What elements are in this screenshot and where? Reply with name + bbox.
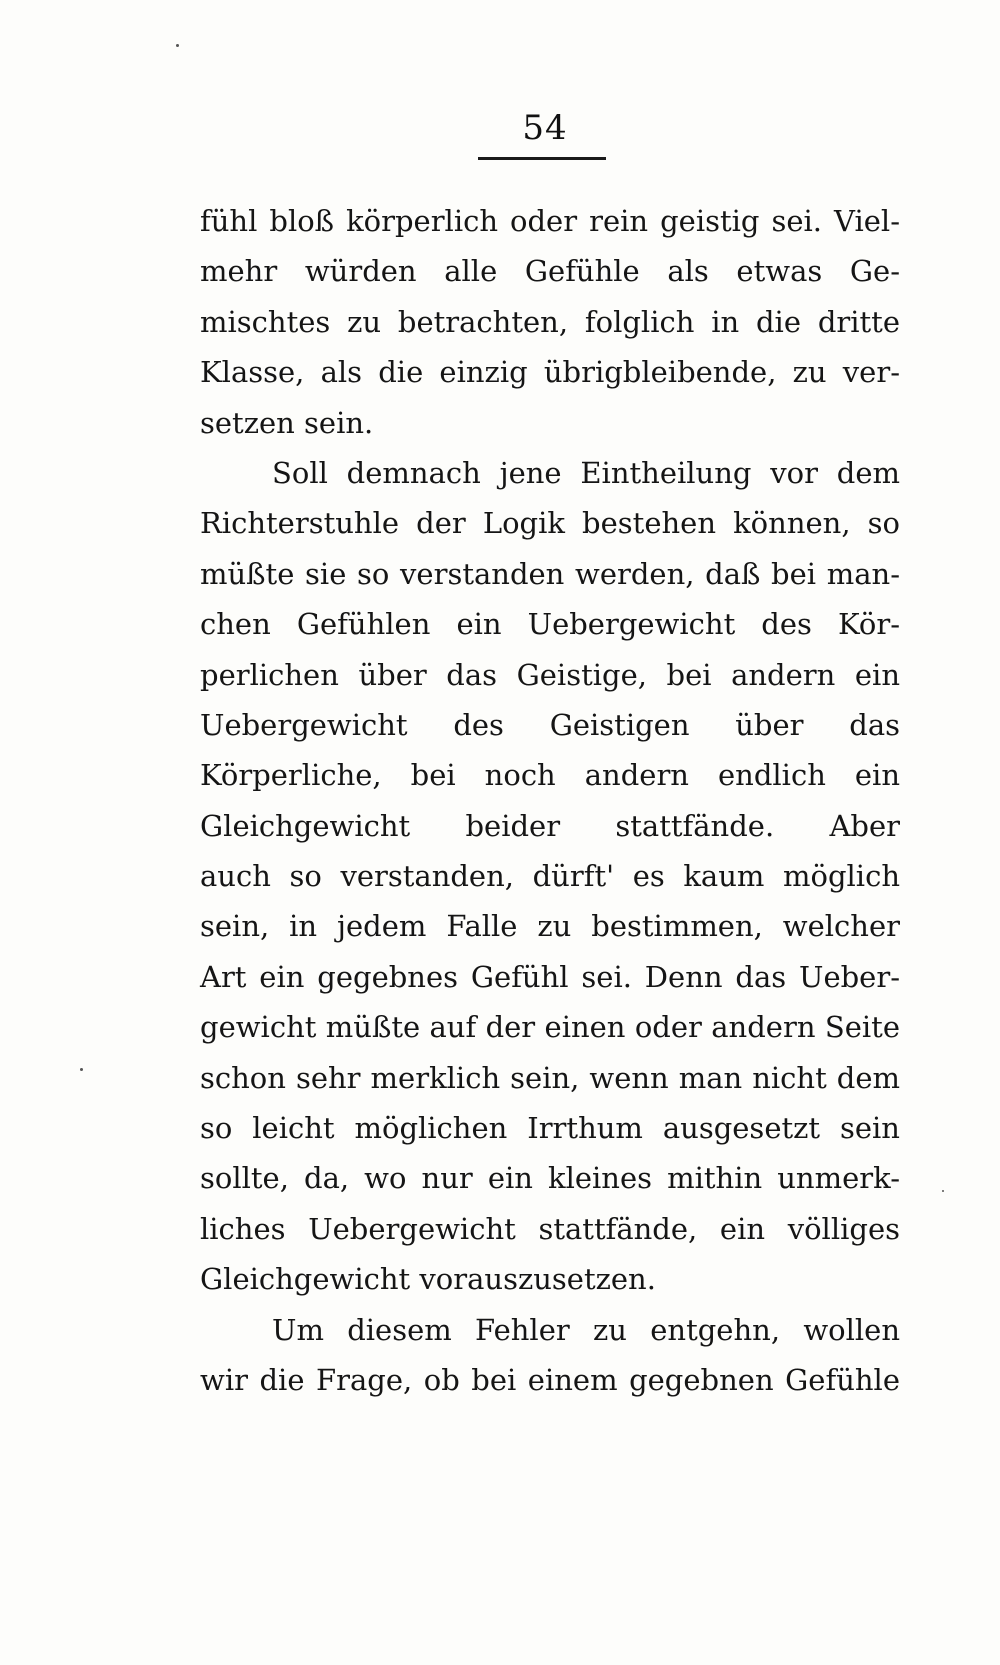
text-line: müßte sie so verstanden werden, daß bei man- [200,556,900,591]
text-line: sein, in jedem Falle zu bestimmen, welcher [200,909,900,944]
text-line: liches Uebergewicht stattfände, ein völliges [200,1211,900,1246]
page-number: 54 [522,108,568,148]
text-line: Körperliche, bei noch andern endlich ein [200,758,900,793]
paper-speck [942,1190,944,1192]
text-line: schon sehr merklich sein, wenn man nicht dem [200,1060,900,1095]
text-line: auch so verstanden, dürft' es kaum möglich [200,859,900,894]
text-line: Soll demnach jene Eintheilung vor dem [272,455,900,490]
body-text [200,196,900,1405]
text-line: mehr würden alle Gefühle als etwas Ge- [200,254,900,289]
text-line: mischtes zu betrachten, folglich in die dritte [200,304,900,339]
text-line: Um diesem Fehler zu entgehn, wollen [272,1312,900,1347]
text-line: so leicht möglichen Irrthum ausgesetzt sein [200,1111,900,1146]
text-line: wir die Frage, ob bei einem gegebnen Gefühle [200,1362,900,1397]
text-line: setzen sein. [200,405,374,440]
text-line: perlichen über das Geistige, bei andern ein [200,657,900,692]
paper-speck [80,1068,83,1071]
text-line: fühl bloß körperlich oder rein geistig sei. Viel- [200,204,900,238]
text-line: gewicht müßte auf der einen oder andern Seite [200,1010,900,1045]
text-line: sollte, da, wo nur ein kleines mithin unmerk- [200,1161,900,1196]
text-line: Klasse, als die einzig übrigbleibende, zu ver- [200,355,900,390]
paper-speck [176,44,179,47]
text-line: chen Gefühlen ein Uebergewicht des Kör- [200,607,900,642]
page-number-rule [478,157,606,160]
text-line: Richterstuhle der Logik bestehen können, so [200,506,900,541]
text-line: Gleichgewicht beider stattfände. Aber [200,808,900,843]
text-line: Uebergewicht des Geistigen über das [200,707,900,742]
text-line: Gleichgewicht vorauszusetzen. [200,1262,656,1297]
text-line: Art ein gegebnes Gefühl sei. Denn das Ueber- [200,959,900,994]
